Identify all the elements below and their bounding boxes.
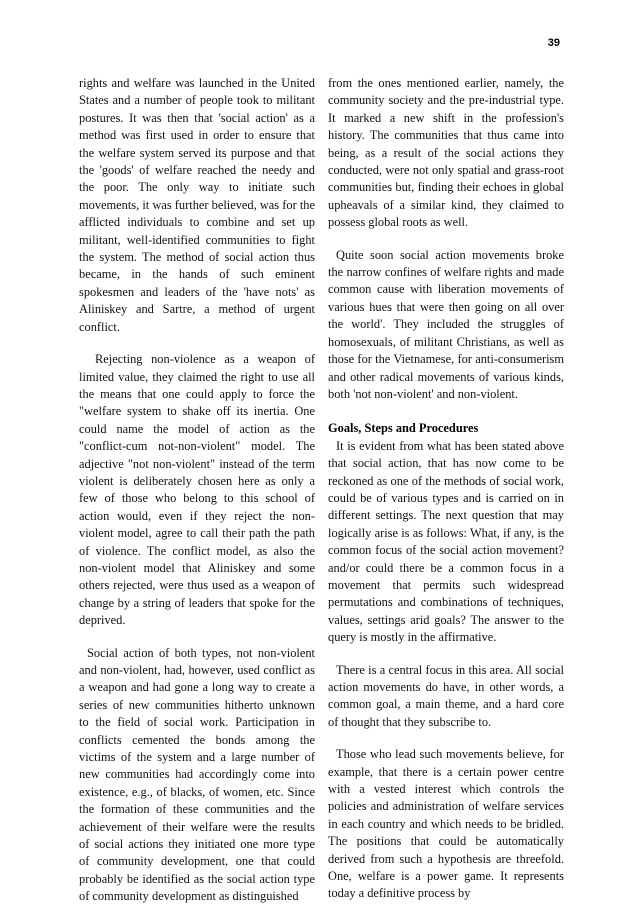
page-number: 39 [547,37,560,49]
paragraph: There is a central focus in this area. All social action movements do have, in other words, a common goal, a main theme, and a hard core of thought that they subscribe to. [328,662,564,729]
section-heading: Goals, Steps and Procedures [328,421,479,436]
left-column [79,75,315,921]
paragraph: Social action of both types, not non-violent and non-violent, had, however, used conflict as a weapon and had gone a long way to create a series of new communities hitherto unknown to the field of social work. Participation in conflicts cemented the bonds among the victims of the system and a large number of new communities had accordingly come into existence, e.g., of blacks, of women, etc. Since the formation of these communities and the achievement of their welfare were the results of social actions they initiated one more type of community development, one that could probably be identified as the social action type of community development as distinguished [79,645,315,904]
paragraph: It is evident from what has been stated above that social action, that has now come to be reckoned as one of the methods of social work, could be of various types and is carried on in different settings. The next question that may logically arise is as follows: What, if any, is the common focus of the social action movement? and/or could there be a common focus in a movement that permits such widespread permutations and combinations of techniques, values, settings arid goals? The answer to the query is mostly in the affirmative. [328,438,564,645]
right-column [328,75,564,921]
paragraph: rights and welfare was launched in the United States and a number of people took to militant postures. It was then that 'social action' as a method was first used in order to ensure that the welfare system served its purpose and that the 'goods' of welfare reached the needy and the poor. The only way to initiate such movements, it was further believed, was for the afflicted individuals to combine and set up militant, well-identified communities to fight the system. The method of social action thus became, in the hands of such eminent spokesmen and leaders of the 'have nots' as Aliniskey and Sartre, a method of urgent conflict. [79,76,315,334]
paragraph: from the ones mentioned earlier, namely, the community society and the pre-industrial type. It marked a new shift in the profession's history. The communities that thus came into being, as a result of the social actions they conducted, were not only spatial and grass-root communities but, finding their echoes in global upheavals of a similar kind, they claimed to possess global roots as well. [328,76,564,230]
paragraph: Rejecting non-violence as a weapon of limited value, they claimed the right to use all the means that one could apply to force the "welfare system to shake off its inertia. One could name the model of action as the "conflict-cum not-non-violent" model. The adjective "not non-violent" instead of the term violent is deliberately chosen here as only a few of those who belong to this school of action would, even if they reject the non-violent model, agree to call their path the path of violence. The conflict model, as also the non-violent model that Aliniskey and some others rejected, were thus used as a weapon of change by a string of leaders that spoke for the deprived. [79,352,315,628]
paragraph: Quite soon social action movements broke the narrow confines of welfare rights and made common cause with liberation movements of various hues that were then going on all over the world'. They included the struggles of homosexuals, of militant Christians, as well as those for the Vietnamese, for anti-consumerism and other radical movements of various kinds, both 'not non-violent' and non-violent. [328,247,564,401]
text-columns [79,75,564,921]
paragraph: Those who lead such movements believe, for example, that there is a certain power centre with a vested interest which controls the policies and administration of welfare services in each country and which needs to be bridled. The positions that could be automatically derived from such a hypothesis are threefold. One, welfare is a power game. It represents today a definitive process by [328,747,564,901]
